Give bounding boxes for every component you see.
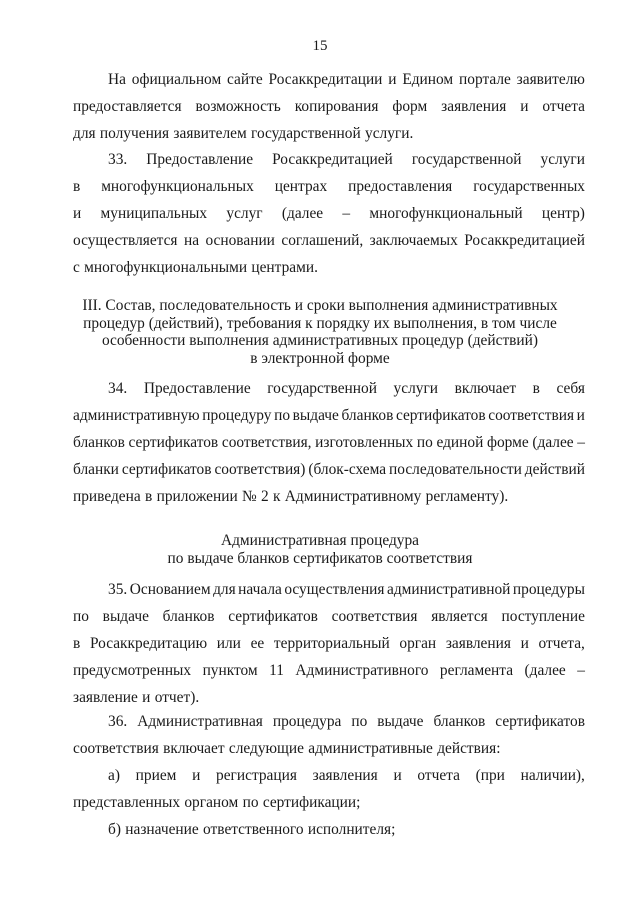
paragraph-36	[73, 712, 585, 759]
subsection-heading	[60, 532, 580, 567]
text-line: 35. Основанием для начала осуществления административной процедуры	[108, 581, 585, 598]
paragraph-34	[73, 379, 585, 507]
text-line: а) прием и регистрация заявления и отчета (при наличии),	[108, 767, 585, 784]
text-line: б) назначение ответственного исполнителя;	[108, 821, 396, 838]
heading-line: Административная процедура	[220, 532, 420, 549]
text-line: приведена в приложении № 2 к Административному регламенту).	[73, 488, 509, 505]
text-line: и муниципальных услуг (далее – многофункциональный центр)	[73, 205, 585, 222]
heading-line: в электронной форме	[250, 349, 390, 367]
text-line: заявление и отчет).	[73, 689, 200, 706]
list-item-a	[73, 766, 585, 813]
text-line: соответствия включает следующие административные действия:	[73, 740, 501, 757]
text-line: предоставляется возможность копирования форм заявления и отчета	[73, 98, 585, 115]
text-line: с многофункциональными центрами.	[73, 259, 318, 276]
section-heading	[60, 297, 580, 367]
paragraph-33	[73, 150, 585, 278]
text-line: На официальном сайте Росаккредитации и Едином портале заявителю	[108, 71, 585, 88]
heading-line: особенности выполнения административных процедур (действий)	[101, 332, 539, 349]
text-line: по выдаче бланков сертификатов соответствия является поступление	[73, 608, 585, 625]
text-line: 34. Предоставление государственной услуги включает в себя	[108, 380, 585, 397]
text-line: административную процедуру по выдаче бланков сертификатов соответствия и	[73, 407, 585, 424]
text-line: 36. Административная процедура по выдаче бланков сертификатов	[108, 713, 585, 730]
page-number: 15	[312, 38, 328, 54]
text-line: в многофункциональных центрах предоставления государственных	[73, 178, 585, 195]
heading-line: по выдаче бланков сертификатов соответствия	[167, 549, 473, 567]
text-line: предусмотренных пунктом 11 Административного регламента (далее –	[73, 662, 585, 679]
text-line: бланков сертификатов соответствия, изготовленных по единой форме (далее –	[73, 434, 585, 451]
heading-line: процедур (действий), требования к порядку их выполнения, в том числе	[83, 314, 557, 332]
paragraph-intro	[73, 70, 585, 144]
text-line: осуществляется на основании соглашений, заключаемых Росаккредитацией	[73, 232, 585, 249]
list-item-b	[73, 820, 585, 840]
text-line: в Росаккредитацию или ее территориальный орган заявления и отчета,	[73, 635, 585, 652]
heading-line: III. Состав, последовательность и сроки выполнения административных	[82, 297, 558, 314]
text-line: бланки сертификатов соответствия) (блок-схема последовательности действий	[73, 461, 585, 478]
text-line: 33. Предоставление Росаккредитацией государственной услуги	[108, 151, 585, 168]
text-line: представленных органом по сертификации;	[73, 794, 361, 811]
paragraph-35	[73, 580, 585, 708]
text-line: для получения заявителем государственной услуги.	[73, 125, 414, 142]
